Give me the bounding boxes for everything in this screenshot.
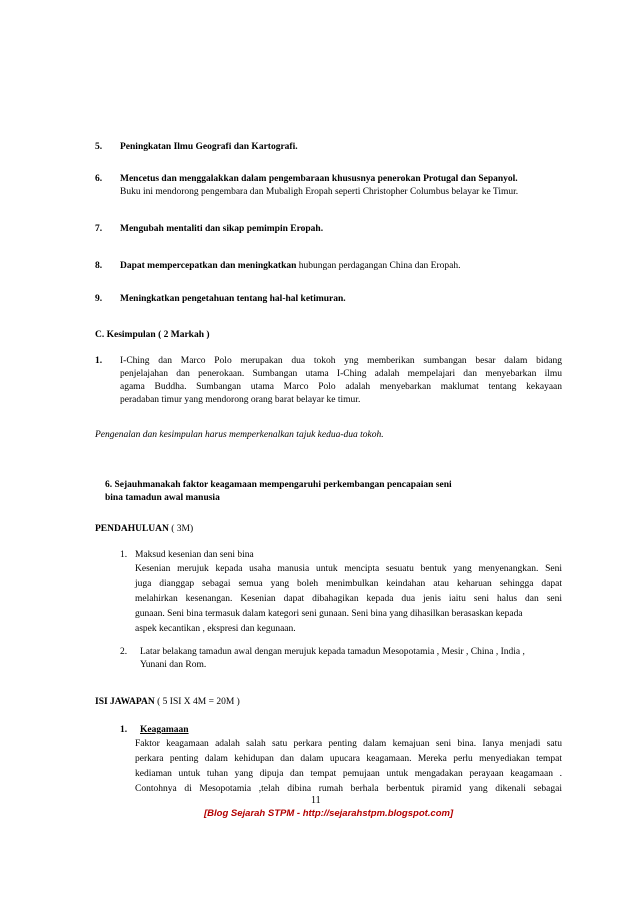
footer-blog-link[interactable]: [Blog Sejarah STPM - http://sejarahstpm.blogspot.com] bbox=[204, 808, 454, 819]
kesimpulan-heading: C. Kesimpulan ( 2 Markah ) bbox=[95, 330, 210, 340]
pendahuluan-line-2: juga dianggap sebagai semua yang boleh menimbulkan keindahan atau keharuan sehingga dapat bbox=[135, 579, 562, 589]
item-5-number: 5. bbox=[95, 142, 103, 152]
pendahuluan-heading: PENDAHULUAN bbox=[95, 524, 169, 534]
item-6-subtext: Buku ini mendorong pengembara dan Mubaligh Eropah seperti Christopher Columbus belayar ke Timur. bbox=[120, 187, 519, 197]
question-line-1: 6. Sejauhmanakah faktor keagamaan mempengaruhi perkembangan pencapaian seni bbox=[105, 480, 452, 490]
pendahuluan-line-1: Kesenian merujuk kepada usaha manusia untuk mencipta sesuatu bentuk yang menyenangkan. Seni bbox=[135, 564, 562, 574]
kesimpulan-item-number: 1. bbox=[95, 356, 103, 366]
isi-item-1-number: 1. bbox=[120, 725, 128, 735]
pendahuluan-marks: ( 3M) bbox=[168, 524, 194, 534]
pendahuluan-item-2-number: 2. bbox=[120, 647, 128, 657]
pendahuluan-line-4: gunaan. Seni bina termasuk dalam kategori seni gunaan. Seni bina yang dihasilkan berasaskan kepada bbox=[135, 609, 523, 619]
pendahuluan-item-2-line-2: Yunani dan Rom. bbox=[140, 660, 207, 670]
item-9-text: Meningkatkan pengetahuan tentang hal-hal ketimuran. bbox=[120, 294, 346, 304]
isi-line-1: Faktor keagamaan adalah salah satu perkara penting dalam kemajuan seni bina. Ianya menjadi satu bbox=[135, 739, 562, 749]
isi-marks: ( 5 ISI X 4M = 20M ) bbox=[154, 697, 240, 707]
pendahuluan-line-3: melahirkan kesenangan. Kesenian dapat dibahagikan kepada dua jenis iaitu seni halus dan seni bbox=[135, 594, 562, 604]
item-8-number: 8. bbox=[95, 261, 103, 271]
kesimpulan-line-2: penjelajahan dan penerokaan. Sumbangan utama I-Ching adalah mempelajari dan menyebarkan ilmu bbox=[120, 369, 562, 379]
page-number: 11 bbox=[311, 795, 321, 806]
item-6-number: 6. bbox=[95, 174, 103, 184]
item-5-text: Peningkatan Ilmu Geografi dan Kartografi. bbox=[120, 142, 298, 152]
item-9-number: 9. bbox=[95, 294, 103, 304]
question-line-2: bina tamadun awal manusia bbox=[105, 493, 220, 503]
item-7-number: 7. bbox=[95, 224, 103, 234]
pendahuluan-heading-line bbox=[95, 523, 193, 536]
item-8-rest-text: hubungan perdagangan China dan Eropah. bbox=[296, 261, 461, 271]
item-7-text: Mengubah mentaliti dan sikap pemimpin Eropah. bbox=[120, 224, 324, 234]
pendahuluan-line-5: aspek kecantikan , ekspresi dan kegunaan. bbox=[135, 624, 296, 634]
pendahuluan-item-2-line-1: Latar belakang tamadun awal dengan merujuk kepada tamadun Mesopotamia , Mesir , China , India , bbox=[140, 647, 525, 657]
kesimpulan-line-3: agama Buddha. Sumbangan utama Marco Polo adalah menyebarkan maklumat tentang kekayaan bbox=[120, 382, 562, 392]
kesimpulan-line-1: I-Ching dan Marco Polo merupakan dua tokoh yng memberikan sumbangan besar dalam bidang bbox=[120, 356, 562, 366]
isi-line-2: perkara penting dalam kehidupan dan dalam upucara keagamaan. Mereka perlu menyediakan tempat bbox=[135, 754, 562, 764]
pendahuluan-item-1-title: Maksud kesenian dan seni bina bbox=[135, 550, 254, 560]
item-8-line bbox=[120, 260, 460, 273]
isi-line-3: kediaman untuk tuhan yang dipuja dan tempat pemujaan untuk mengadakan perayaan keagamaan . bbox=[135, 769, 562, 779]
item-6-text: Mencetus dan menggalakkan dalam pengembaraan khususnya penerokan Protugal dan Sepanyol. bbox=[120, 174, 518, 184]
isi-heading-line bbox=[95, 696, 240, 709]
isi-line-4: Contohnya di Mesopotamia ,telah dibina rumah berhala berbentuk piramid yang dikenali sebagai bbox=[135, 784, 562, 794]
isi-item-1-title: Keagamaan bbox=[140, 725, 189, 735]
pendahuluan-item-1-number: 1. bbox=[120, 550, 128, 560]
kesimpulan-note: Pengenalan dan kesimpulan harus memperkenalkan tajuk kedua-dua tokoh. bbox=[95, 430, 384, 440]
kesimpulan-line-4: peradaban timur yang mendorong orang barat belayar ke timur. bbox=[120, 395, 361, 405]
isi-heading: ISI JAWAPAN bbox=[95, 697, 155, 707]
item-8-bold-text: Dapat mempercepatkan dan meningkatkan bbox=[120, 261, 297, 271]
